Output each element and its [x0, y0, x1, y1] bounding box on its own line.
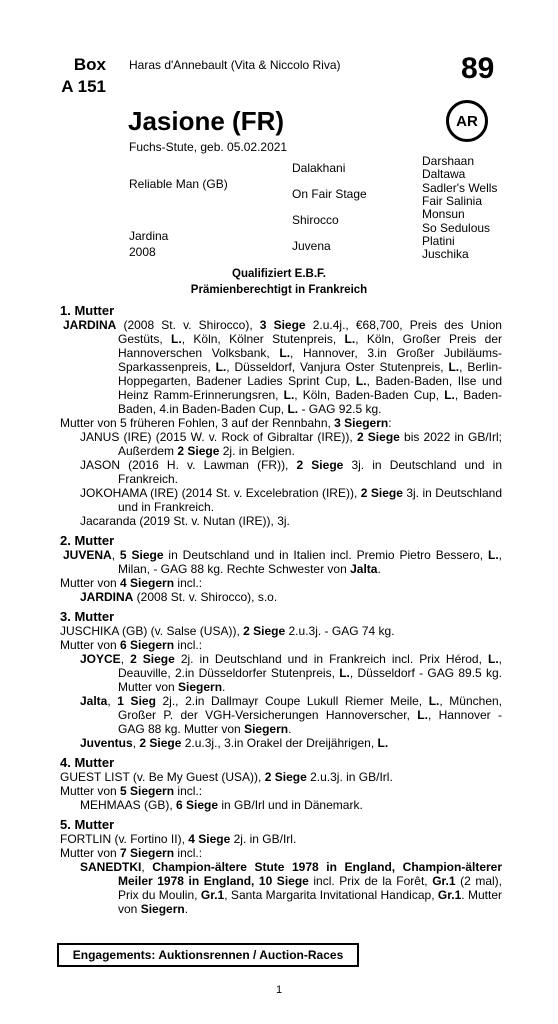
pedigree-g3-6: So Sedulous [422, 221, 491, 235]
pedigree-dam-sire: Shirocco [292, 213, 339, 227]
foal-janus: JANUS (IRE) (2015 W. v. Rock of Gibraltar (IRE)), 2 Siege bis 2022 in GB/Irl; Außerdem 2 Siege 2j. in Belgien. [80, 430, 502, 458]
dam-foals-intro: Mutter von 5 früheren Fohlen, 3 auf der Rennbahn, 3 Siegern: [60, 416, 392, 430]
pedigree-sire-dam: On Fair Stage [292, 187, 367, 201]
family-text [60, 298, 502, 916]
fourth-dam-winners: Mutter von 5 Siegern incl.: [60, 784, 203, 798]
foal-jason: JASON (2016 H. v. Lawman (FR)), 2 Siege 3j. in Deutschland und in Frankreich. [80, 458, 502, 486]
second-dam-paragraph: JUVENA, 5 Siege in Deutschland und in Italien incl. Premio Pietro Bessero, L., Milan, - GAG 88 kg. Rechte Schwester von Jalta. [63, 548, 502, 576]
fourth-dam-paragraph: GUEST LIST (v. Be My Guest (USA)), 2 Siege 2.u.3j. in GB/Irl. [60, 770, 393, 784]
pedigree-g3-5: Monsun [422, 207, 465, 221]
pedigree-dam-dam: Juvena [292, 239, 331, 253]
pedigree-sire-sire: Dalakhani [292, 161, 346, 175]
second-dam-winners: Mutter von 4 Siegern incl.: [60, 576, 203, 590]
third-dam-joyce: JOYCE, 2 Siege 2j. in Deutschland und in Frankreich incl. Prix Hérod, L., Deauville, 2.in Düsseldorfer Stutenpreis, L., Düsseldorf - GAG 89.5 kg. Mutter von Siegern. [80, 652, 502, 694]
first-dam-heading: 1. Mutter [60, 303, 115, 318]
horse-name: Jasione (FR) [128, 106, 285, 136]
fifth-dam-sanedtki: SANEDTKI, Champion-ältere Stute 1978 in England, Champion-älterer Meiler 1978 in England, 10 Siege incl. Prix de la Forêt, Gr.1 (2 mal), Prix du Moulin, Gr.1, Santa Margarita Invitational Handicap, Gr.1. Mutter von Siegern. [80, 860, 503, 916]
horse-description: Fuchs-Stute, geb. 05.02.2021 [129, 140, 288, 154]
pedigree-sire: Reliable Man (GB) [129, 177, 228, 191]
pedigree-dam-year: 2008 [129, 245, 156, 259]
pedigree-g3-2: Daltawa [422, 167, 466, 181]
second-dam-jardina: JARDINA (2008 St. v. Shirocco), s.o. [80, 590, 278, 604]
dam-paragraph: JARDINA (2008 St. v. Shirocco), 3 Siege 2.u.4j., €68,700, Preis des Union Gestüts, L., Köln, Kölner Stutenpreis, L., Köln, Großer Preis der Hannoverschen Volksbank, L., Hannover, 3.in Großer Jubiläums-Sparkassenpreis, L., Düsseldorf, Vanjura Oster Stutenpreis, L., Berlin-Hoppegarten, Badener Ladies Sprint Cup, L., Baden-Baden, Ilse und Heinz Ramm-Erinnerungsren, L., Köln, Baden-Baden Cup, L., Baden-Baden, 4.in Baden-Baden Cup, L. - GAG 92.5 kg. [63, 318, 503, 416]
qualification-note: Qualifiziert E.B.F. [232, 268, 326, 280]
breeder: Haras d'Annebault (Vita & Niccolo Riva) [129, 58, 341, 72]
foal-jacaranda: Jacaranda (2019 St. v. Nutan (IRE)), 3j. [80, 514, 290, 528]
box-number: A 151 [61, 77, 106, 96]
lot-number: 89 [461, 52, 495, 85]
third-dam-juventus: Juventus, 2 Siege 2.u.3j., 3.in Orakel der Dreijährigen, L. [80, 736, 389, 750]
pedigree-g3-7: Platini [422, 234, 455, 248]
pedigree-g3-8: Juschika [422, 247, 469, 261]
third-dam-paragraph: JUSCHIKA (GB) (v. Salse (USA)), 2 Siege 2.u.3j. - GAG 74 kg. [60, 624, 395, 638]
page-number: 1 [275, 984, 283, 996]
pedigree-g3-3: Sadler's Wells [422, 181, 498, 195]
pedigree-g3-1: Darshaan [422, 154, 475, 168]
third-dam-jalta: Jalta, 1 Sieg 2j., 2.in Dallmayr Coupe Lukull Riemer Meile, L., München, Großer P. der VGH-Versicherungen Hannoverscher, L., Hannover - GAG 88 kg. Mutter von Siegern. [80, 694, 502, 736]
third-dam-heading: 3. Mutter [60, 609, 115, 624]
second-dam-heading: 2. Mutter [60, 533, 115, 548]
premium-note: Prämienberechtigt in Frankreich [190, 284, 368, 296]
foal-jokohama: JOKOHAMA (IRE) (2014 St. v. Excelebration (IRE)), 2 Siege 3j. in Deutschland und in Frankreich. [80, 486, 502, 514]
box-label: Box [73, 55, 106, 74]
fifth-dam-winners: Mutter von 7 Siegern incl.: [60, 846, 203, 860]
fourth-dam-mehmaas: MEHMAAS (GB), 6 Siege in GB/Irl und in Dänemark. [80, 798, 363, 812]
engagements-box: Engagements: Auktionsrennen / Auction-Races [57, 943, 359, 967]
fourth-dam-heading: 4. Mutter [60, 755, 115, 770]
pedigree-dam: Jardina [129, 229, 169, 243]
pedigree-g3-4: Fair Salinia [422, 194, 483, 208]
fifth-dam-paragraph: FORTLIN (v. Fortino II), 4 Siege 2j. in GB/Irl. [60, 832, 297, 846]
third-dam-winners: Mutter von 6 Siegern incl.: [60, 638, 203, 652]
fifth-dam-heading: 5. Mutter [60, 817, 115, 832]
ar-badge: AR [446, 100, 488, 142]
